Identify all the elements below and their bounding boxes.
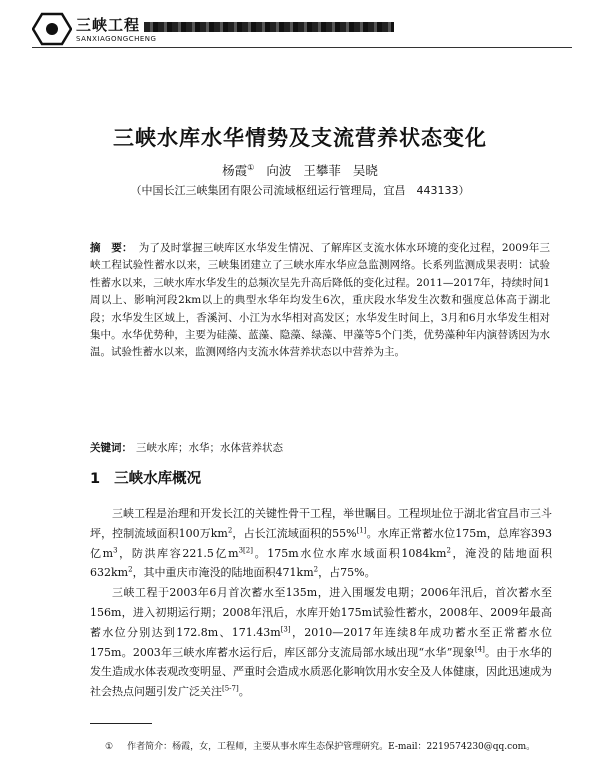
journal-name: 三峡工程 — [76, 16, 141, 34]
journal-name-en: SANXIAGONGCHENG — [76, 35, 157, 43]
header-rule — [32, 47, 572, 48]
citation: [4] — [474, 644, 485, 653]
section-number: 1 — [90, 471, 101, 487]
body-text — [90, 504, 552, 702]
author-name: 吴晓 — [352, 163, 378, 178]
paragraph: 三峡工程于2003年6月首次蓄水至135m，进入围堰发电期；2006年汛后，首次蓄水至156m，进入初期运行期；2008年汛后，水库开始175m试验性蓄水，2008年、2009年最高蓄水位分别达到172.8m、171.43m[3]，2010—2017年连续8年成功蓄水至正常蓄水位175m。2003年三峡水库蓄水运行后，库区部分支流局部水域出现“水华”现象[4]。由于水华的发生造成水体表观改变明显、严重时会造成水质恶化影响饮用水安全及人体健康，因此迅速成为社会热点问题引发广泛关注[5-7]。 — [90, 586, 552, 699]
author-list — [0, 161, 600, 179]
paper-title: 三峡水库水华情势及支流营养状态变化 — [113, 125, 487, 150]
citation: [5-7] — [222, 684, 239, 693]
header-banner — [144, 22, 394, 32]
section-heading — [90, 467, 201, 488]
section-title: 三峡水库概况 — [114, 471, 202, 487]
affiliation: （中国长江三峡集团有限公司流域枢纽运行管理局，宜昌 443133） — [130, 184, 470, 197]
abstract-label: 摘 要： — [90, 242, 133, 254]
footnote-rule — [90, 723, 152, 724]
author-name: 王攀菲 — [303, 163, 341, 178]
footnote-text: 作者简介：杨霞，女，工程师，主要从事水库生态保护管理研究。E-mail：2219574230@qq.com。 — [127, 742, 536, 752]
citation: [3] — [280, 625, 291, 634]
paragraph: 三峡工程是治理和开发长江的关键性骨干工程，举世瞩目。工程坝址位于湖北省宜昌市三斗坪，控制流域面积100万$km^2$，占长江流域面积的55%[1]。水库正常蓄水位175m，总库容393亿$m^3$，防洪库容221.5亿$m^{3[2]}$。175m水位水库水域面积$1084km^2$，淹没的陆地面积$632km^2$，其中重庆市淹没的陆地面积$471km^2$，占75%。 — [90, 507, 553, 580]
footnote — [105, 739, 565, 752]
footnote-mark: ① — [105, 742, 114, 752]
keywords — [90, 440, 550, 455]
author-footnote-mark: ① — [247, 162, 255, 172]
keywords-label: 关键词： — [90, 442, 132, 454]
keywords-text: 三峡水库；水华；水体营养状态 — [136, 442, 283, 454]
author-name: 向波 — [266, 163, 292, 178]
citation: [1] — [356, 526, 367, 535]
abstract — [90, 240, 550, 362]
abstract-text: 为了及时掌握三峡库区水华发生情况、了解库区支流水体水环境的变化过程，2009年三峡工程试验性蓄水以来，三峡集团建立了三峡水库水华应急监测网络。长系列监测成果表明：试验性蓄水以来，三峡水库水华发生的总频次呈先升高后降低的变化过程。2011—2017年，持续时间1周以上、影响河段2km以上的典型水华年均发生6次，重庆段水华发生次数和强度总体高于湖北段；水华发生区域上，香溪河、小江为水华相对高发区；水华发生时间上，3月和6月水华发生相对集中。水华优势种，主要为硅藻、蓝藻、隐藻、绿藻、甲藻等5个门类，优势藻种年内演替诱因为水温。试验性蓄水以来，监测网络内支流水体营养状态以中营养为主。 — [90, 242, 550, 359]
citation: 3[2] — [238, 545, 253, 554]
journal-logo-icon — [32, 12, 72, 46]
journal-header — [32, 10, 572, 50]
author-name: 杨霞 — [222, 163, 248, 178]
